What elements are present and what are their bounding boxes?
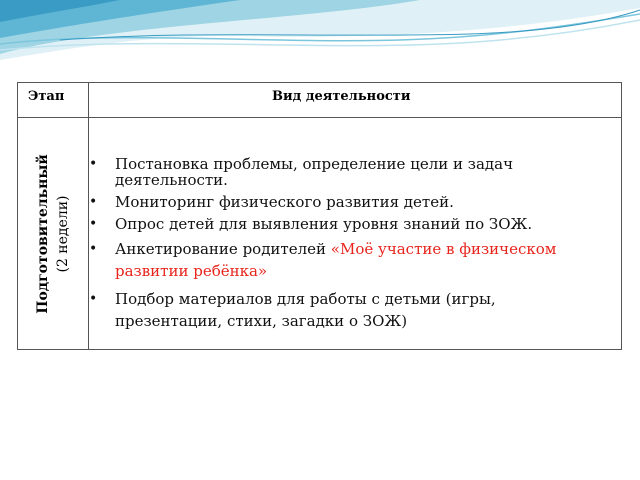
list-item (89, 156, 604, 188)
list-item (89, 194, 604, 210)
header-divider (18, 117, 621, 118)
survey-title-highlight: «Моё участие в физическом развитии ребёнка» (115, 240, 557, 280)
stage-label (33, 154, 73, 314)
stage-duration: (2 недели) (55, 195, 71, 273)
list-item (89, 216, 604, 232)
list-item-text: Анкетирование родителей (115, 240, 331, 258)
list-item-text: Постановка проблемы, определение цели и задач деятельности. (115, 155, 513, 189)
bullet-icon: • (89, 216, 98, 232)
list-item-text: Подбор материалов для работы с детьми (игры, презентации, стихи, загадки о ЗОЖ) (115, 290, 496, 330)
activity-list (89, 156, 604, 338)
bullet-icon: • (89, 156, 98, 172)
list-item (89, 288, 604, 332)
list-item-text: Мониторинг физического развития детей. (115, 193, 454, 211)
header-activity: Вид деятельности (272, 89, 411, 104)
header-stage: Этап (28, 89, 65, 104)
list-item-text: Опрос детей для выявления уровня знаний по ЗОЖ. (115, 215, 533, 233)
bullet-icon: • (89, 194, 98, 210)
list-item (89, 238, 604, 282)
stage-cell (18, 118, 88, 350)
stage-name: Подготовительный (35, 154, 51, 314)
bullet-icon: • (89, 241, 98, 257)
bullet-icon: • (89, 291, 98, 307)
decorative-waves (0, 0, 640, 80)
